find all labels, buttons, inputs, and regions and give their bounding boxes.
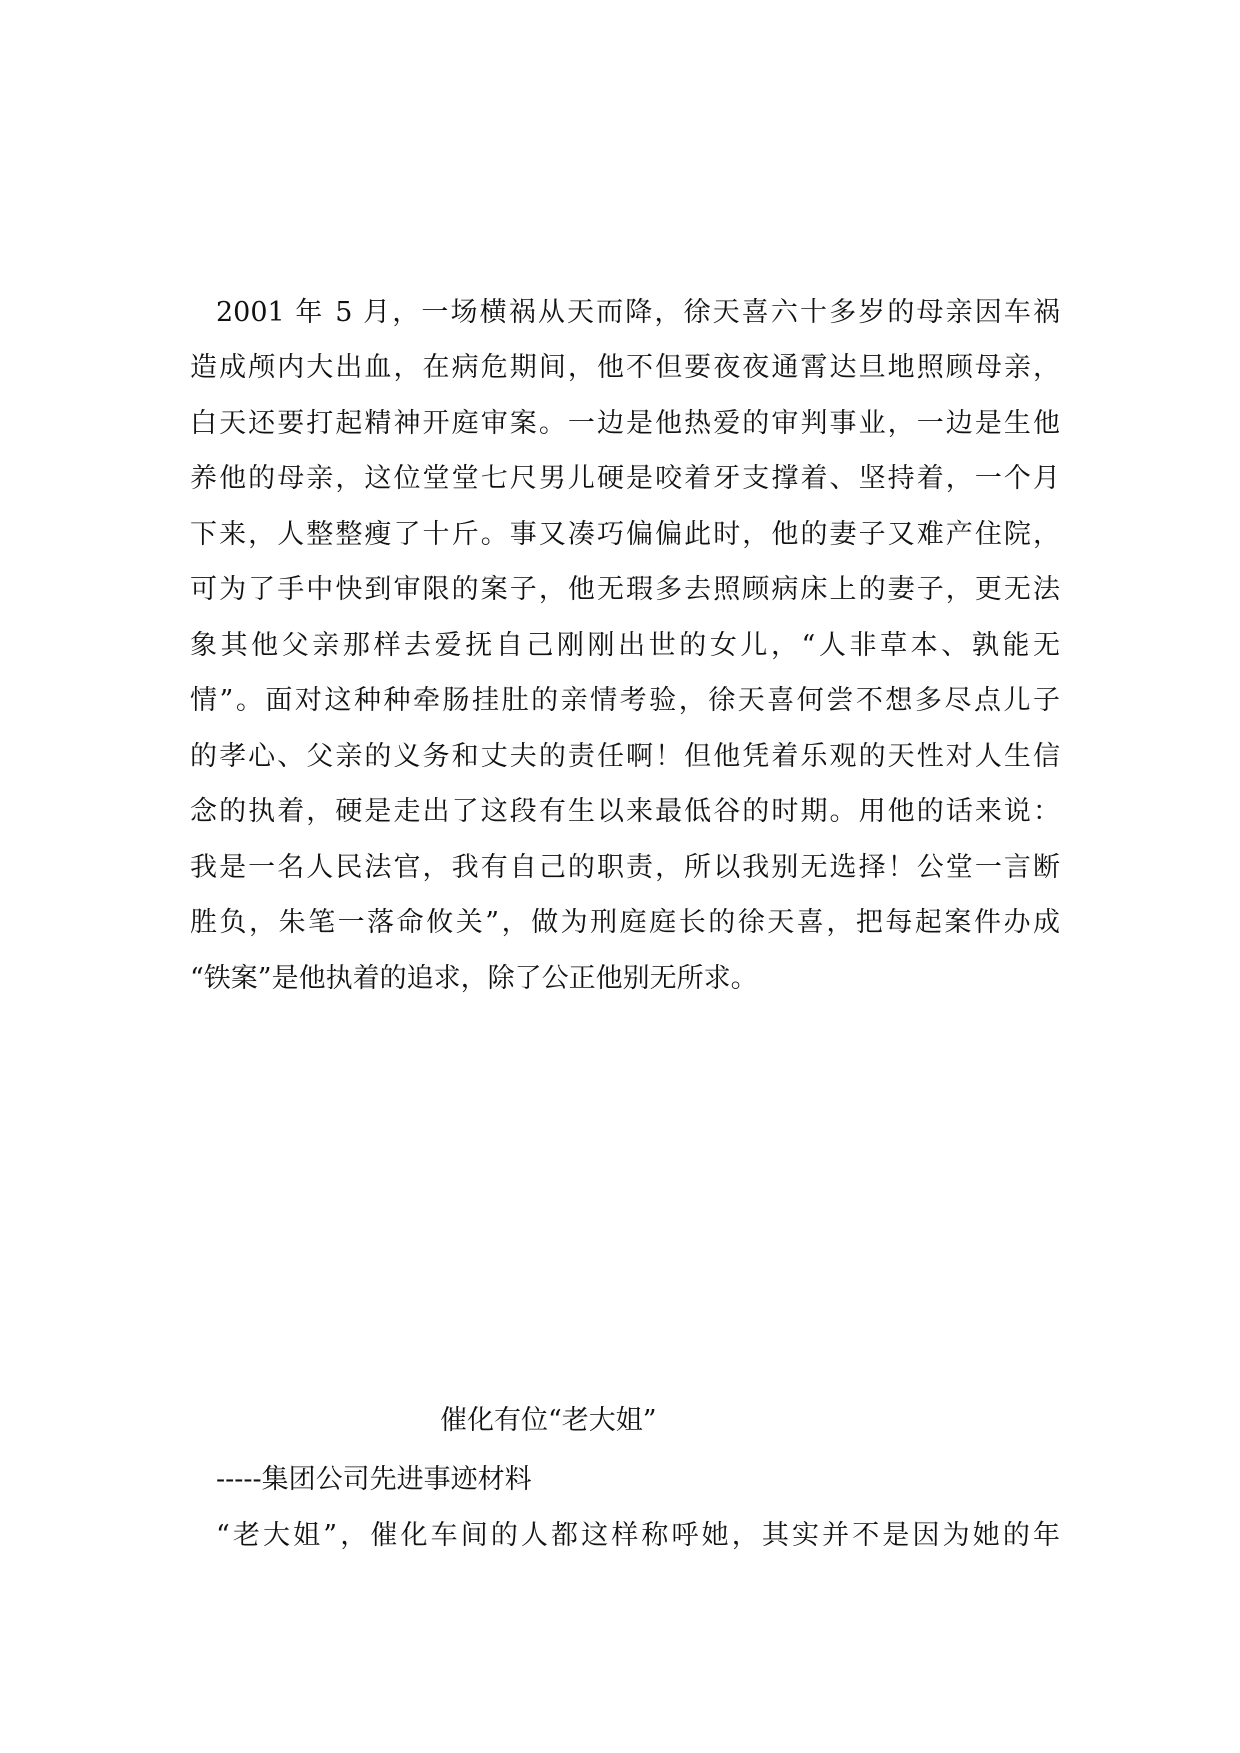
- paragraph1-line-6: 可为了手中快到审限的案子，他无瑕多去照顾病床上的妻子，更无法: [190, 574, 1060, 605]
- section-subtitle: -----集团公司先进事迹材料: [216, 1464, 532, 1495]
- paragraph1-line-4: 养他的母亲，这位堂堂七尺男儿硬是咬着牙支撑着、坚持着，一个月: [190, 463, 1060, 494]
- paragraph1-line-11: 我是一名人民法官，我有自己的职责，所以我别无选择！公堂一言断: [190, 852, 1060, 883]
- section2-first-line: “老大姐”，催化车间的人都这样称呼她，其实并不是因为她的年: [216, 1520, 1060, 1551]
- section-title: 催化有位“老大姐”: [440, 1405, 657, 1436]
- paragraph1-line-13: “铁案”是他执着的追求，除了公正他别无所求。: [190, 963, 758, 994]
- paragraph1-line-10: 念的执着，硬是走出了这段有生以来最低谷的时期。用他的话来说：: [190, 796, 1060, 827]
- paragraph1-line-7: 象其他父亲那样去爱抚自己刚刚出世的女儿，“人非草本、孰能无: [190, 630, 1060, 661]
- paragraph1-line-12: 胜负，朱笔一落命攸关”，做为刑庭庭长的徐天喜，把每起案件办成: [190, 907, 1060, 938]
- paragraph1-line-8: 情”。面对这种种牵肠挂肚的亲情考验，徐天喜何尝不想多尽点儿子: [190, 685, 1060, 716]
- paragraph1-line-3: 白天还要打起精神开庭审案。一边是他热爱的审判事业，一边是生他: [190, 408, 1060, 439]
- paragraph1-line-1: 2001 年 5 月，一场横祸从天而降，徐天喜六十多岁的母亲因车祸: [216, 297, 1060, 328]
- paragraph1-line-5: 下来，人整整瘦了十斤。事又凑巧偏偏此时，他的妻子又难产住院，: [190, 519, 1060, 550]
- paragraph1-line-2: 造成颅内大出血，在病危期间，他不但要夜夜通霄达旦地照顾母亲，: [190, 352, 1060, 383]
- paragraph1-line-9: 的孝心、父亲的义务和丈夫的责任啊！但他凭着乐观的天性对人生信: [190, 741, 1060, 772]
